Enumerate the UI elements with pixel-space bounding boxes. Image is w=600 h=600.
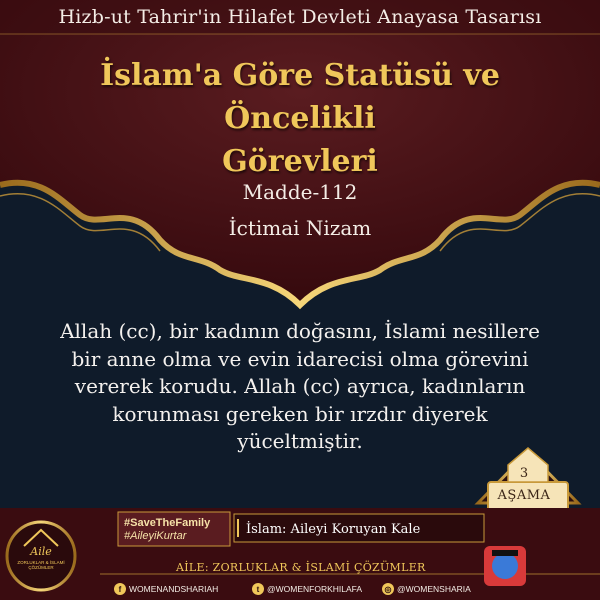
stage-badge-label: AŞAMA xyxy=(497,488,551,503)
social-handle: WOMENANDSHARIAH xyxy=(129,584,219,594)
article-name: İctimai Nizam xyxy=(228,216,372,240)
social-facebook[interactable] xyxy=(114,583,218,595)
hashtag-aileyi-kurtar[interactable]: #AileyiKurtar xyxy=(124,530,187,542)
article-number: Madde-112 xyxy=(242,180,358,204)
aile-logo-subtext: ZORLUKLAR & İSLAMİ ÇÖZÜMLER xyxy=(17,560,65,570)
campaign-subtitle: İslam: Aileyi Koruyan Kale xyxy=(246,522,421,537)
instagram-icon: ◎ xyxy=(382,583,394,595)
body-paragraph: Allah (cc), bir kadının doğasını, İslami nesillere bir anne olma ve evin idarecisi olma görevini vererek korudu. Allah (cc) ayrıca, kadınların korunması gereken bir ırzdır diyerek yüceltmiştir. xyxy=(60,319,540,453)
aile-logo-text: Aile xyxy=(30,545,52,558)
social-handle: @WOMENSHARIA xyxy=(397,584,471,594)
stage-badge-number: 3 xyxy=(519,466,529,481)
hashtag-save-the-family[interactable]: #SaveTheFamily xyxy=(124,517,211,529)
title-line-2: Görevleri xyxy=(222,144,378,179)
social-twitter[interactable] xyxy=(252,583,362,595)
title-line-1: İslam'a Göre Statüsü ve Öncelikli xyxy=(100,58,500,136)
social-handle: @WOMENFORKHILAFA xyxy=(267,584,363,594)
series-title: Hizb-ut Tahrir'in Hilafet Devleti Anayasa Tasarısı xyxy=(58,6,542,28)
footer-title: AİLE: ZORLUKLAR & İSLAMİ ÇÖZÜMLER xyxy=(176,561,426,574)
twitter-icon: t xyxy=(252,583,264,595)
facebook-icon: f xyxy=(114,583,126,595)
page-title xyxy=(20,54,580,183)
social-instagram[interactable] xyxy=(382,583,471,595)
